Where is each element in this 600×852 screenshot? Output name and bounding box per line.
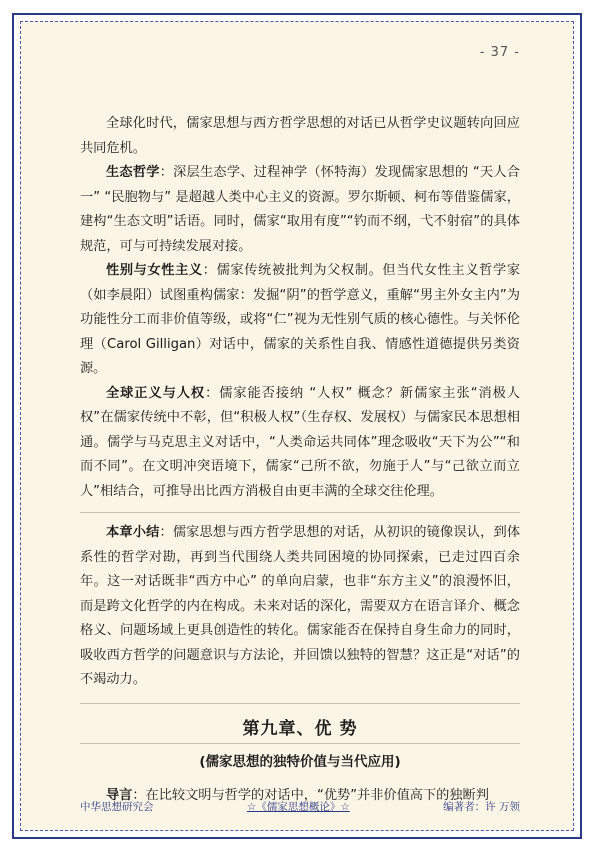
paragraph-lead: 性别与女性主义 bbox=[106, 263, 203, 278]
paragraph-text: 全球化时代，儒家思想与西方哲学思想的对话已从哲学史议题转向回应共同危机。 bbox=[80, 116, 520, 156]
page-content bbox=[80, 112, 520, 808]
footer-author: 编著者：许 万领 bbox=[443, 801, 520, 813]
paragraph-feminism bbox=[80, 259, 520, 382]
summary-lead: 本章小结 bbox=[106, 525, 160, 540]
paragraph-justice bbox=[80, 382, 520, 505]
paragraph-text: ：儒家能否接纳 “人权” 概念？新儒家主张“消极人权”在儒家传统中不彰，但“积极人权”（生存权、发展权）与儒家民本思想相通。儒学与马克思主义对话中，“人类命运共同体”理念吸收“天下为公”“和而不同”。在文明冲突语境下，儒家“己所不欲，勿施于人”与“己欲立而立人”相结合，可推导出比西方消极自由更丰满的全球交往伦理。 bbox=[80, 385, 520, 499]
chapter-summary bbox=[80, 521, 520, 693]
footer-organization: 中华思想研究会 bbox=[80, 801, 154, 813]
chapter-subtitle: (儒家思想的独特价值与当代应用) bbox=[199, 753, 401, 770]
section-divider bbox=[80, 512, 520, 513]
paragraph-lead: 全球正义与人权 bbox=[106, 385, 206, 401]
summary-text: ：儒家思想与西方哲学思想的对话，从初识的镜像误认，到体系性的哲学对勘，再到当代围绕人类共同困境的协同探索，已走过四百余年。这一对话既非“西方中心” 的单向启蒙，也非“东方主义”的浪漫怀旧，而是跨文化哲学的内在构成。未来对话的深化，需要双方在语言译介、概念格义、问题场域上更具创造性的转化。儒家能否在保持自身生命力的同时，吸收西方哲学的问题意识与方法论，并回馈以独特的智慧？这正是“对话”的不竭动力。 bbox=[80, 525, 521, 687]
page-number: - 37 - bbox=[479, 45, 520, 60]
paragraph-intro bbox=[80, 112, 520, 161]
chapter-title-rule bbox=[80, 743, 520, 744]
chapter-title: 第九章、优 势 bbox=[242, 718, 358, 739]
page-footer bbox=[80, 799, 520, 814]
intro-text: ：在比较文明与哲学的对话中，“优势”并非价值高下的独断判 bbox=[132, 787, 489, 803]
section-divider bbox=[80, 703, 520, 704]
paragraph-ecology bbox=[80, 161, 520, 259]
paragraph-text: ：深层生态学、过程神学（怀特海）发现儒家思想的 “天人合一” “民胞物与” 是超越人类中心主义的资源。罗尔斯顿、柯布等借鉴儒家，建构“生态文明”话语。同时，儒家“取用有度”“钓而不纲，弋不射宿”的具体规范，可与可持续发展对接。 bbox=[80, 165, 520, 254]
intro-lead: 导言 bbox=[106, 787, 133, 803]
paragraph-text: ：儒家传统被批判为父权制。但当代女性主义哲学家（如李晨阳）试图重构儒家：发掘“阴”的哲学意义，重解“男主外女主内”为功能性分工而非价值等级，或将“仁”视为无性别气质的核心德性。与关怀伦理（Carol Gilligan）对话中，儒家的关系性自我、情感性道德提供另类资源。 bbox=[80, 263, 521, 376]
paragraph-lead: 生态哲学 bbox=[106, 165, 160, 180]
footer-book-title: ☆《儒家思想概论》☆ bbox=[246, 801, 350, 813]
